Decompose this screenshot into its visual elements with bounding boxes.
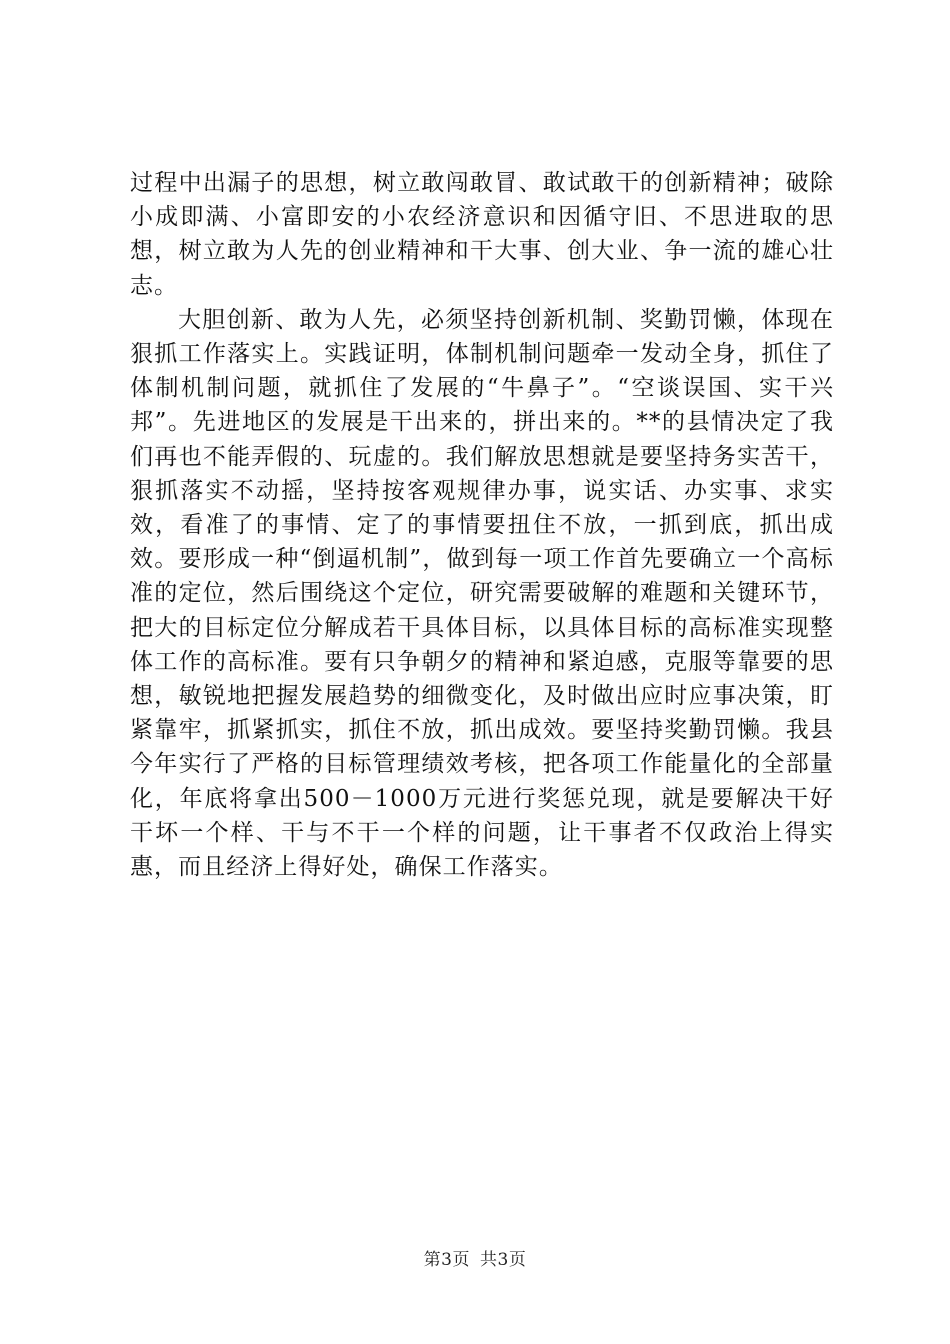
paragraph-innovation-mechanism: 大胆创新、敢为人先，必须坚持创新机制、奖勤罚懒，体现在狠抓工作落实上。实践证明，体制机制问题牵一发动全身，抓住了体制机制问题，就抓住了发展的“牛鼻子”。“空谈误国、实干兴邦”。先进地区的发展是干出来的，拼出来的。**的县情决定了我们再也不能弄假的、玩虚的。我们解放思想就是要坚持务实苦干，狠抓落实不动摇，坚持按客观规律办事，说实话、办实事、求实效，看准了的事情、定了的事情要扭住不放，一抓到底，抓出成效。要形成一种“倒逼机制”，做到每一项工作首先要确立一个高标准的定位，然后围绕这个定位，研究需要破解的难题和关键环节，把大的目标定位分解成若干具体目标，以具体目标的高标准实现整体工作的高标准。要有只争朝夕的精神和紧迫感，克服等靠要的思想，敏锐地把握发展趋势的细微变化，及时做出应时应事决策，盯紧靠牢，抓紧抓实，抓住不放，抓出成效。要坚持奖勤罚懒。我县今年实行了严格的目标管理绩效考核，把各项工作能量化的全部量化，年底将拿出500－1000万元进行奖惩兑现，就是要解决干好干坏一个样、干与不干一个样的问题，让干事者不仅政治上得实惠，而且经济上得好处，确保工作落实。	[130, 306, 834, 881]
page-number: 第3页	[423, 1250, 470, 1270]
document-body	[130, 166, 834, 884]
page-footer	[0, 1245, 950, 1270]
paragraph-continued: 过程中出漏子的思想，树立敢闯敢冒、敢试敢干的创新精神；破除小成即满、小富即安的小农经济意识和因循守旧、不思进取的思想，树立敢为人先的创业精神和干大事、创大业、争一流的雄心壮志。	[130, 170, 834, 299]
page-total: 共3页	[480, 1250, 527, 1270]
